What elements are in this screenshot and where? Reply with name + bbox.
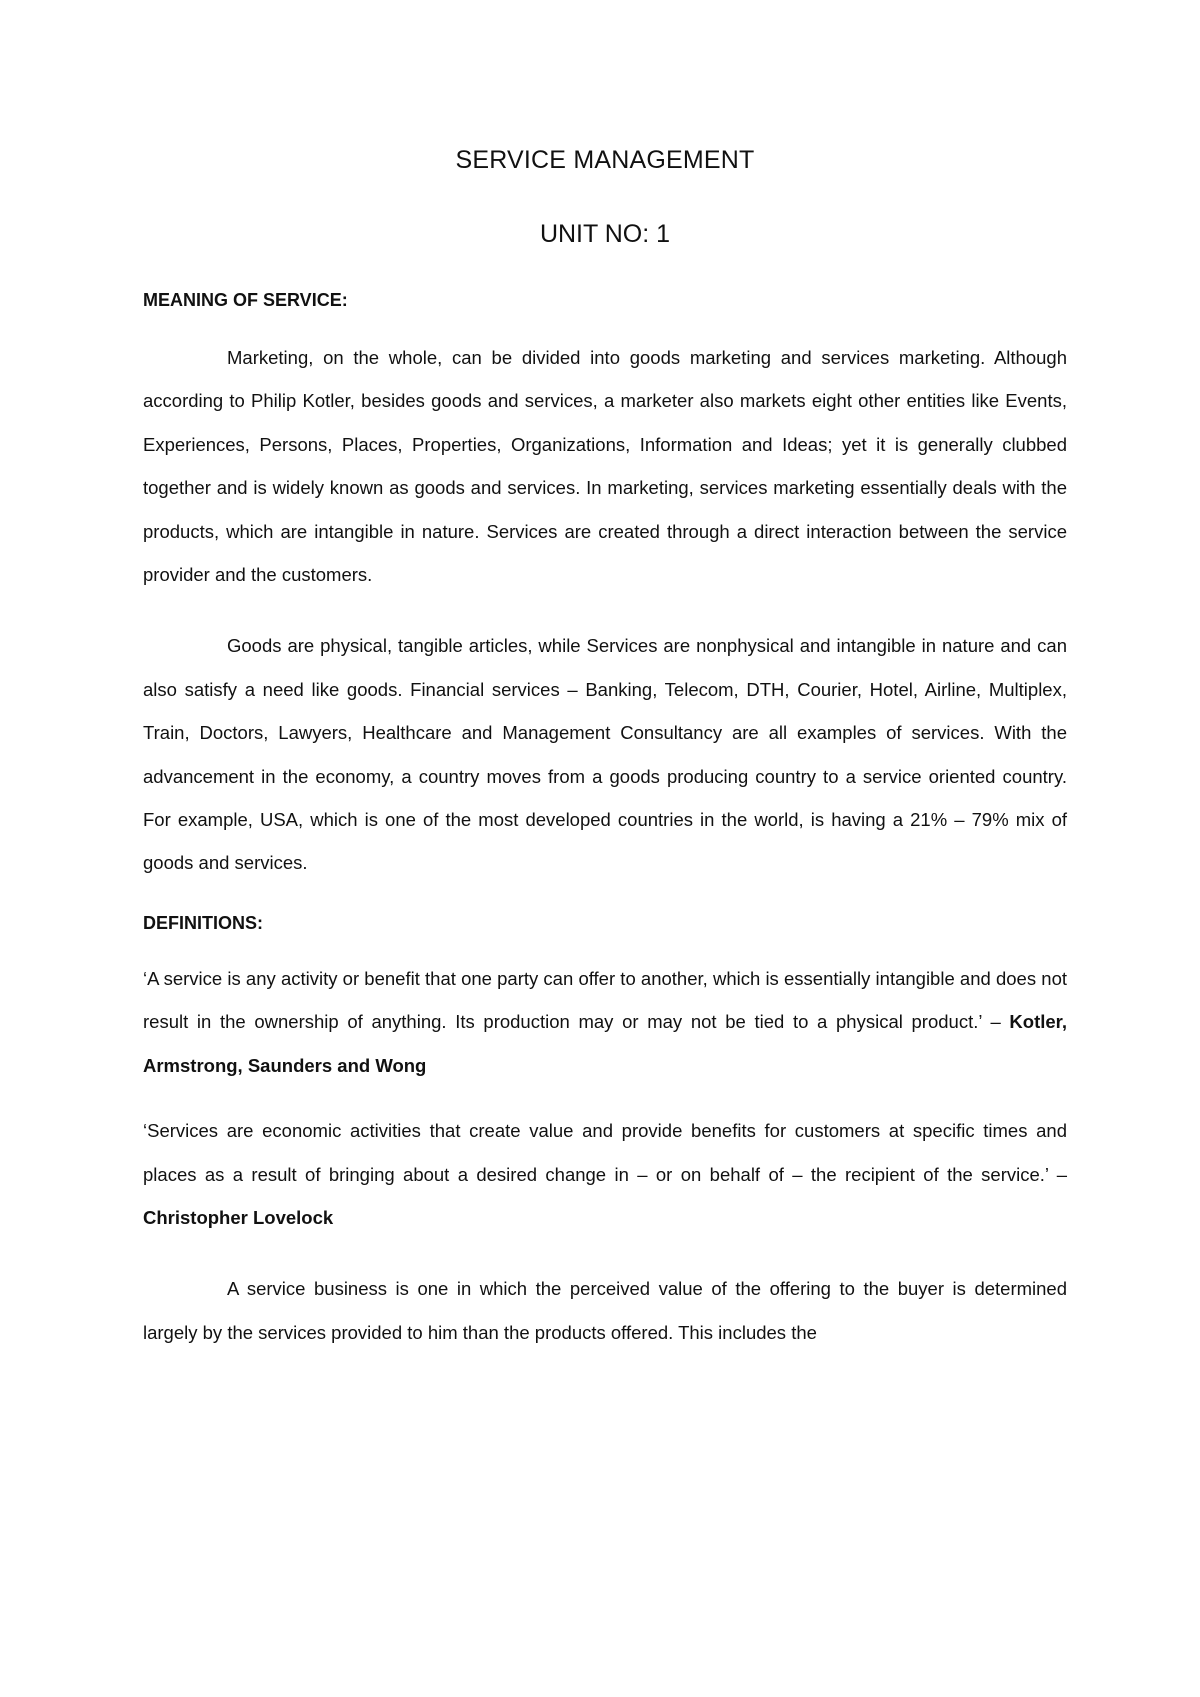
- paragraph-meaning-1: Marketing, on the whole, can be divided into goods marketing and services marketing. Although according to Philip Kotler, besides goods and services, a marketer also markets eight other entities like Events, Experiences, Persons, Places, Properties, Organizations, Information and Ideas; yet it is generally clubbed together and is widely known as goods and services. In marketing, services marketing essentially deals with the products, which are intangible in nature. Services are created through a direct interaction between the service provider and the customers.: [143, 347, 1067, 586]
- definition-lovelock: [143, 1109, 1067, 1239]
- definition-quote: ‘A service is any activity or benefit that one party can offer to another, which is essentially intangible and does not result in the ownership of anything. Its production may or may not be tied to a physical product.’ –: [143, 967, 1067, 1033]
- definition-author: Christopher Lovelock: [143, 1206, 334, 1228]
- unit-number: UNIT NO: 1: [539, 220, 671, 248]
- document-title: SERVICE MANAGEMENT: [455, 146, 755, 174]
- definition-kotler: [143, 957, 1067, 1087]
- section-heading-meaning: MEANING OF SERVICE:: [143, 290, 348, 310]
- definition-author: Kotler, Armstrong, Saunders and Wong: [143, 1011, 1067, 1076]
- paragraph-service-business: A service business is one in which the perceived value of the offering to the buyer is determined largely by the services provided to him than the products offered. This includes the: [143, 1278, 1067, 1343]
- document-body: [143, 140, 1067, 1354]
- definition-quote: ‘Services are economic activities that create value and provide benefits for customers at specific times and places as a result of bringing about a desired change in – or on behalf of – the recipient of the service.’ –: [143, 1120, 1067, 1185]
- section-heading-definitions: DEFINITIONS:: [143, 912, 263, 933]
- paragraph-meaning-2: Goods are physical, tangible articles, while Services are nonphysical and intangible in nature and can also satisfy a need like goods. Financial services – Banking, Telecom, DTH, Courier, Hotel, Airline, Multiplex, Train, Doctors, Lawyers, Healthcare and Management Consultancy are all examples of services. With the advancement in the economy, a country moves from a goods producing country to a service oriented country. For example, USA, which is one of the most developed countries in the world, is having a 21% – 79% mix of goods and services.: [143, 635, 1067, 874]
